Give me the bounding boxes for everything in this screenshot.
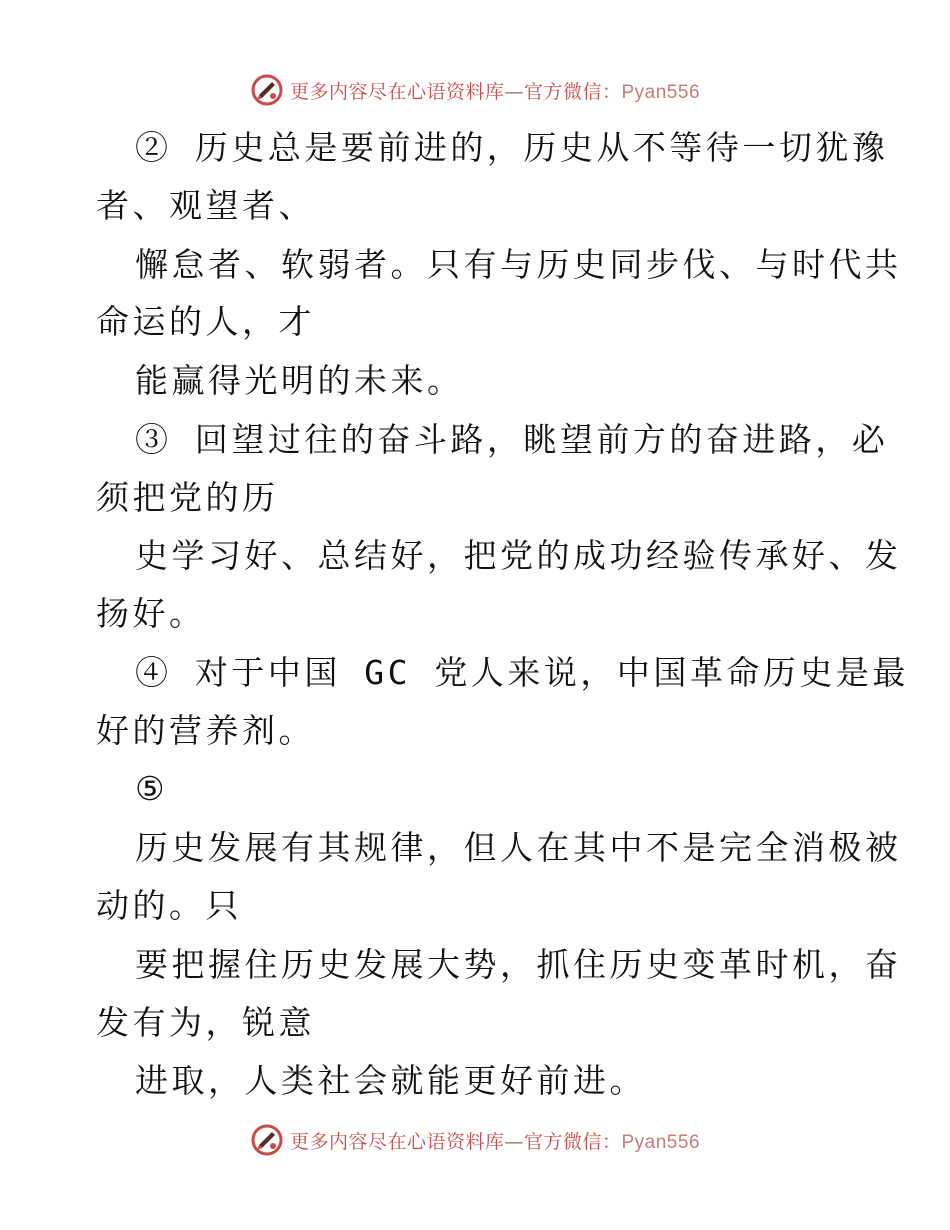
text-line: 懈怠者、软弱者。只有与历史同步伐、与时代共: [135, 245, 902, 284]
watermark-site-name: 更多内容尽在心语资料库: [289, 1130, 505, 1153]
footer-watermark: [0, 1120, 950, 1160]
watermark-wechat-id: Pyan556: [621, 81, 701, 103]
text-line: 历史发展有其规律，但人在其中不是完全消极被: [135, 828, 902, 867]
text-line: 命运的人，才: [96, 302, 315, 341]
text-line: 动的。只: [96, 886, 242, 925]
text-line: 须把党的历: [96, 478, 279, 517]
watermark-wechat-label: 官方微信：: [523, 80, 622, 103]
text-line: 进取，人类社会就能更好前进。: [135, 1061, 646, 1100]
text-line: 要把握住历史发展大势，抓住历史变革时机，奋: [135, 945, 902, 984]
brand-logo-icon: [250, 1123, 284, 1157]
text-line: ④ 对于中国 GC 党人来说，中国革命历史是最: [135, 653, 909, 692]
text-line: 扬好。: [96, 594, 206, 633]
text-line: 好的营养剂。: [96, 711, 315, 750]
watermark-wechat-label: 官方微信：: [523, 1130, 622, 1153]
watermark-wechat-id: Pyan556: [621, 1131, 701, 1153]
text-line: ② 历史总是要前进的，历史从不等待一切犹豫: [135, 128, 889, 167]
text-line: ③ 回望过往的奋斗路，眺望前方的奋进路，必: [135, 420, 889, 459]
text-line: ⑤: [135, 769, 169, 808]
watermark-site-name: 更多内容尽在心语资料库: [289, 80, 505, 103]
watermark-text: [290, 1127, 700, 1154]
text-line: 者、观望者、: [96, 186, 315, 225]
text-line: 发有为，锐意: [96, 1003, 315, 1042]
text-line: 史学习好、总结好，把党的成功经验传承好、发: [135, 536, 902, 575]
watermark-separator: —: [504, 80, 524, 103]
watermark-separator: —: [504, 1130, 524, 1153]
text-line: 能赢得光明的未来。: [135, 361, 464, 400]
